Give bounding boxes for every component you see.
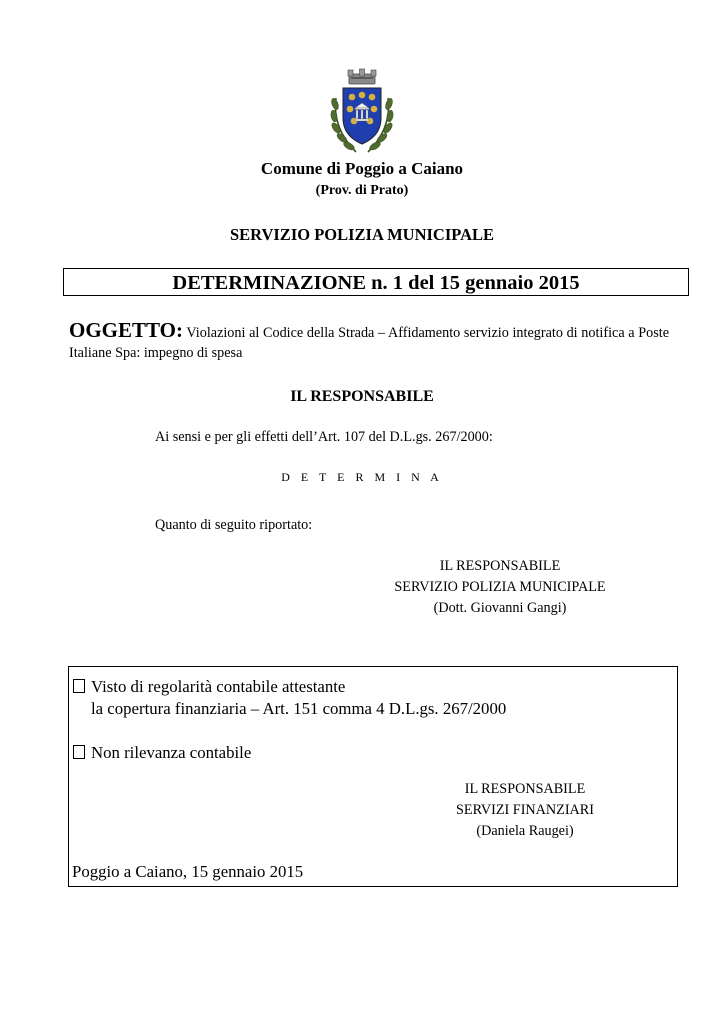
police-signature-block <box>350 556 650 619</box>
subject-text: Violazioni al Codice della Strada – Affidamento servizio integrato di notifica a Poste Italiane Spa: impegno di spesa <box>69 325 669 361</box>
visto-label: Visto di regolarità contabile attestante <box>91 677 346 696</box>
subject-label: OGGETTO: <box>69 318 183 342</box>
signature-title: IL RESPONSABILE <box>439 558 561 574</box>
shield-icon <box>343 88 381 144</box>
determination-title-box <box>63 268 689 296</box>
finance-signature-block <box>440 779 610 842</box>
visto-option <box>73 676 345 698</box>
visto-label-continued: la copertura finanziaria – Art. 151 comma 4 D.L.gs. 267/2000 <box>91 699 507 718</box>
service-name: SERVIZIO POLIZIA MUNICIPALE <box>229 225 495 244</box>
subject-block <box>69 320 669 363</box>
municipality-name: Comune di Poggio a Caiano <box>260 159 464 178</box>
finance-signature-name: (Daniela Raugei) <box>476 823 574 839</box>
signature-name: (Dott. Giovanni Gangi) <box>433 600 567 616</box>
checkbox-non-rilevanza[interactable] <box>73 745 85 759</box>
intro-statement: Quanto di seguito riportato: <box>155 517 313 533</box>
municipal-crest-logo <box>326 68 398 160</box>
non-rilevanza-option <box>73 743 251 763</box>
non-rilevanza-label: Non rilevanza contabile <box>91 743 252 762</box>
signature-office: SERVIZIO POLIZIA MUNICIPALE <box>394 579 606 595</box>
place-date: Poggio a Caiano, 15 gennaio 2015 <box>72 862 304 881</box>
legal-reference: Ai sensi e per gli effetti dell’Art. 107 del D.L.gs. 267/2000: <box>155 429 493 445</box>
determina-heading: D E T E R M I N A <box>281 470 443 484</box>
finance-signature-title: IL RESPONSABILE <box>464 781 586 797</box>
responsible-heading: IL RESPONSABILE <box>290 388 434 405</box>
checkbox-visto[interactable] <box>73 679 85 693</box>
crown-icon <box>348 69 376 84</box>
determination-title: DETERMINAZIONE n. 1 del 15 gennaio 2015 <box>172 272 580 294</box>
finance-signature-office: SERVIZI FINANZIARI <box>456 802 594 818</box>
province-name: (Prov. di Prato) <box>315 183 409 198</box>
